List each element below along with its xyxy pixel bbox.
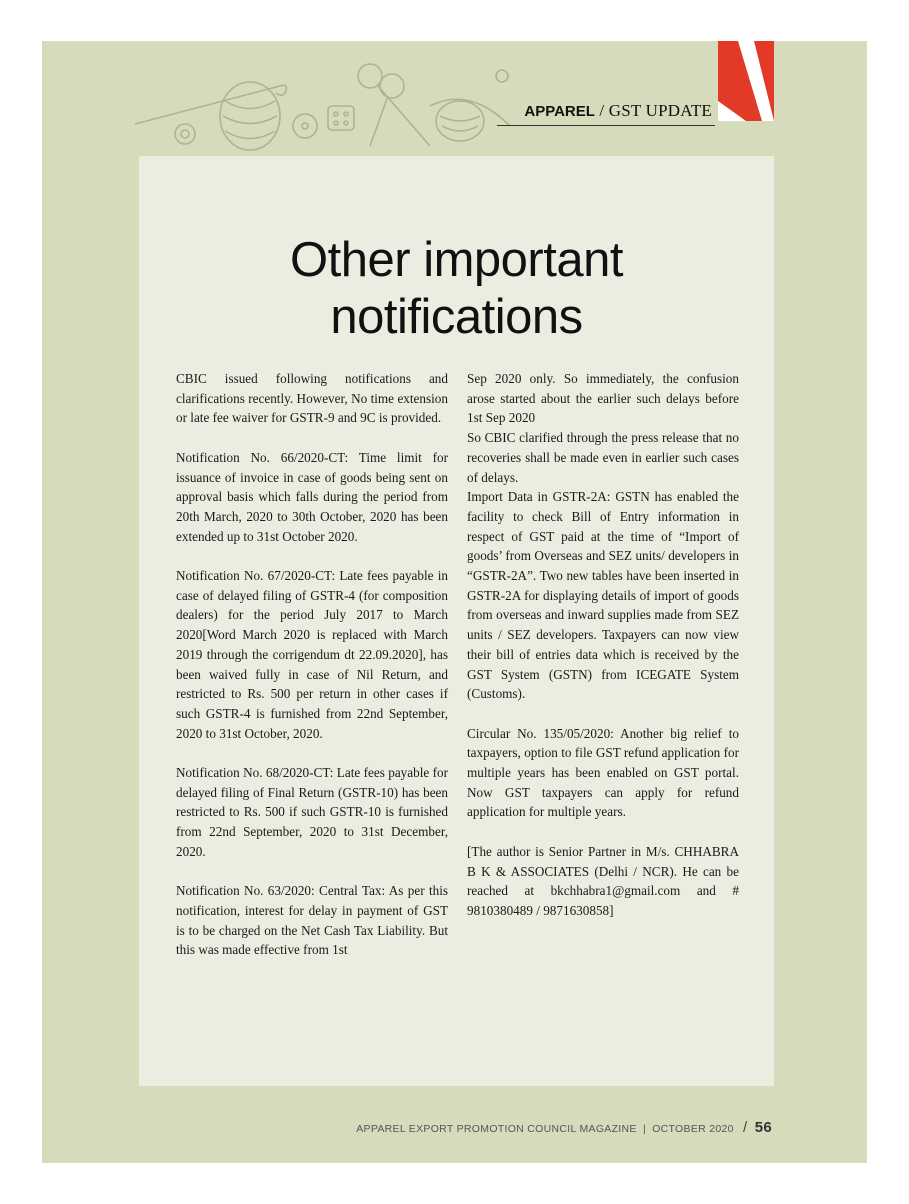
footer-divider: | — [642, 1123, 646, 1135]
paragraph-notification-68: Notification No. 68/2020-CT: Late fees payable for delayed filing of Final Return (GSTR-10) has been restricted to Rs. 500 if such GSTR-10 is furnished from 22nd September, 2020 to 31st December, 2020. — [176, 765, 448, 859]
section-header — [524, 101, 712, 121]
title-line-1: Other important — [290, 233, 623, 287]
paragraph-import-data: Import Data in GSTR-2A: GSTN has enabled the facility to check Bill of Entry information in respect of GST paid at the time of “Import of goods’ from Overseas and SEZ units/ developers in “GSTR-2A”. Two new tables have been inserted in GSTR-2A for displaying details of import of goods from overseas and inward supplies made from SEZ units / SEZ developers. Taxpayers can now view their bill of entries data which is received by the GST System (GSTN) from ICEGATE System (Customs). — [467, 489, 739, 702]
title-line-2: notifications — [330, 290, 583, 344]
section-name: APPAREL — [524, 103, 595, 120]
right-column — [467, 369, 739, 921]
footer-issue: OCTOBER 2020 — [652, 1123, 734, 1135]
section-separator: / — [599, 101, 605, 120]
page-number: 56 — [754, 1119, 772, 1136]
paragraph-press-release: So CBIC clarified through the press release that no recoveries shall be made even in earlier such cases of delays. — [467, 430, 739, 485]
paragraph-continuation: Sep 2020 only. So immediately, the confusion arose started about the earlier such delays before 1st Sep 2020 — [467, 371, 739, 426]
subsection-name: GST UPDATE — [608, 101, 712, 120]
page-footer — [356, 1119, 772, 1136]
paragraph-author-bio: [The author is Senior Partner in M/s. CHHABRA B K & ASSOCIATES (Delhi / NCR). He can be reached at bkchhabra1@gmail.com and # 9810380489 / 9871630858] — [467, 843, 739, 918]
paragraph-notification-63: Notification No. 63/2020: Central Tax: As per this notification, interest for delay in payment of GST is to be charged on the Net Cash Tax Liability. But this was made effective from 1st — [176, 883, 448, 958]
footer-slash: / — [743, 1119, 748, 1136]
apparel-a-logo-icon — [718, 41, 774, 121]
footer-magazine: APPAREL EXPORT PROMOTION COUNCIL MAGAZINE — [356, 1123, 637, 1135]
left-column — [176, 369, 448, 960]
sewing-tools-sketch-icon — [130, 46, 520, 156]
article-title — [139, 232, 774, 346]
paragraph-intro: CBIC issued following notifications and clarifications recently. However, No time extension or late fee waiver for GSTR-9 and 9C is provided. — [176, 371, 448, 426]
paragraph-notification-66: Notification No. 66/2020-CT: Time limit for issuance of invoice in case of goods being sent on approval basis which falls during the period from 20th March, 2020 to 30th October, 2020 has been extended up to 31st October 2020. — [176, 449, 448, 544]
paragraph-circular-135: Circular No. 135/05/2020: Another big relief to taxpayers, option to file GST refund application for multiple years has been enabled on GST portal. Now GST taxpayers can apply for refund application for multiple years. — [467, 725, 739, 820]
header-rule — [497, 125, 715, 126]
paragraph-notification-67: Notification No. 67/2020-CT: Late fees payable in case of delayed filing of GSTR-4 (for composition dealers) for the period July 2017 to March 2020[Word March 2020 is replaced with March 2019 through the corrigendum dt 22.09.2020], has been waived fully in case of Nil Return, and restricted to Rs. 500 per return in other cases if such GSTR-4 is furnished from 22nd September, 2020 to 31st October, 2020. — [176, 568, 448, 741]
